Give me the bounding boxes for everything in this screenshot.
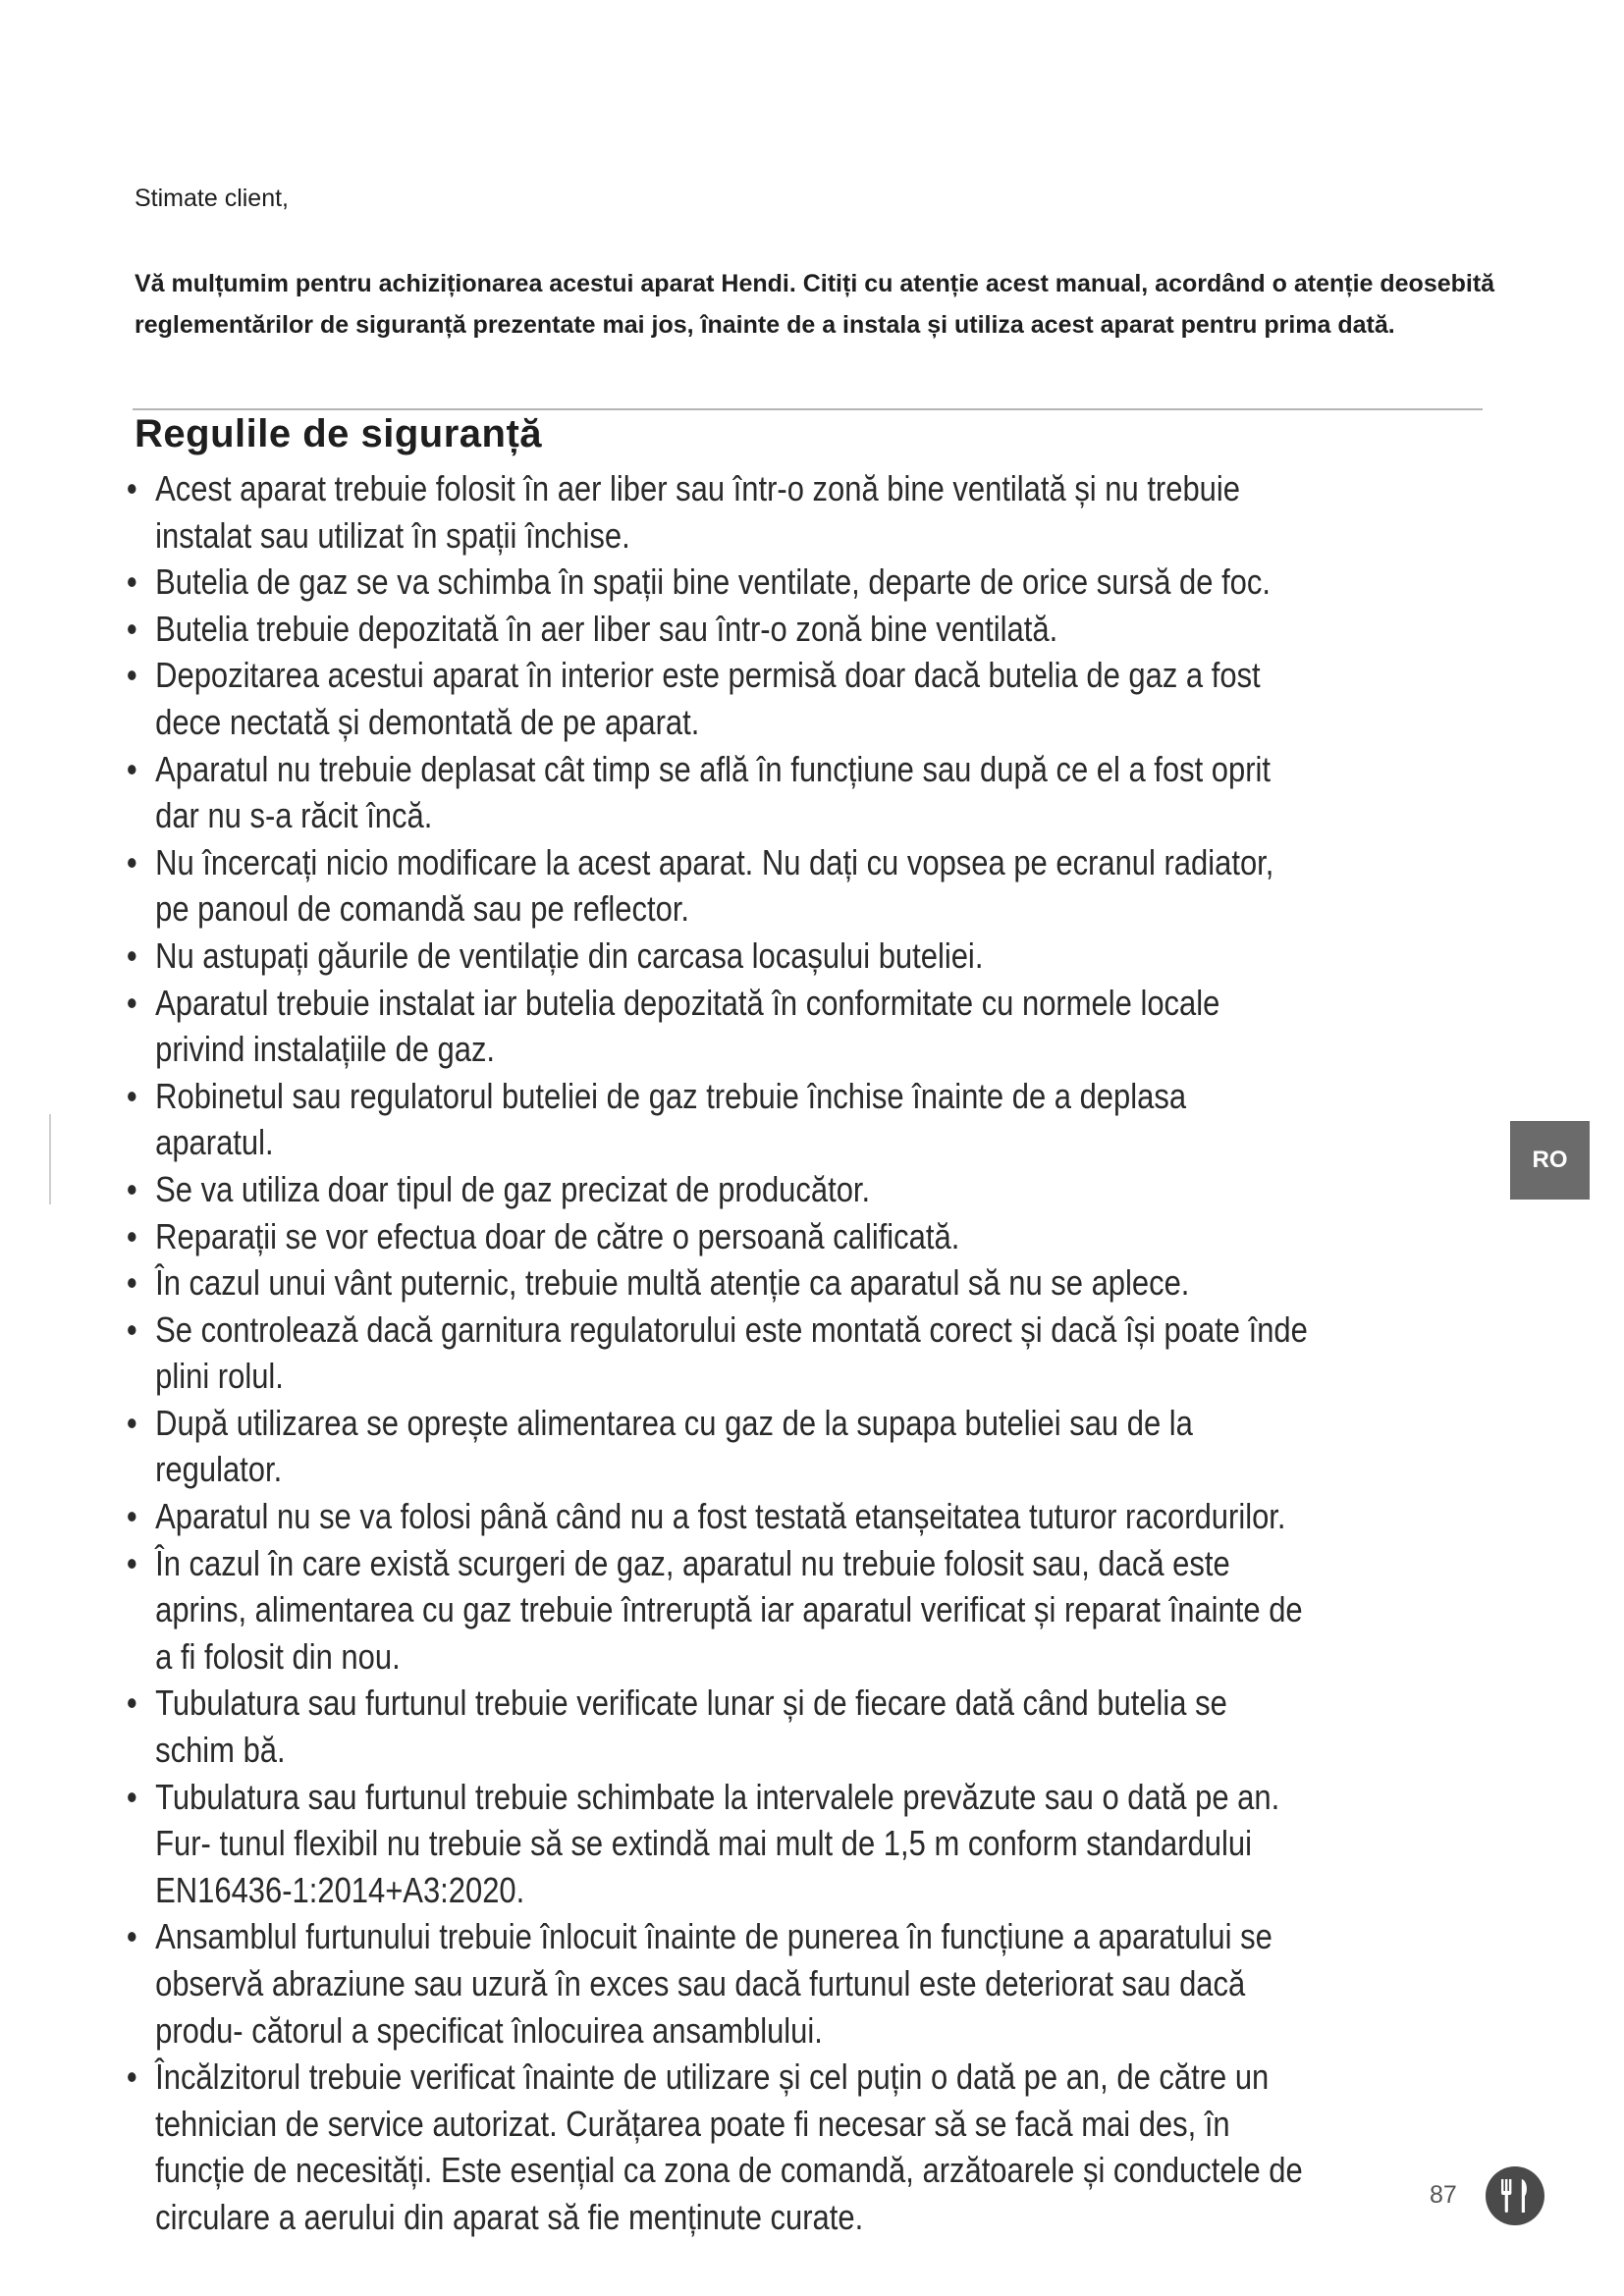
divider	[133, 408, 1483, 410]
intro-paragraph: Vă mulțumim pentru achiziționarea acestui aparat Hendi. Citiți cu atenție acest manual, acordând o atenție deosebită reglementărilor de siguranță prezentate mai jos, înainte de a instala și utiliza acest aparat pentru prima dată.	[135, 270, 1495, 339]
list-item: • Ansamblul furtunului trebuie înlocuit înainte de punerea în funcțiune a aparatului se observă abraziune sau uzură în exces sau dacă furtunul este deteriorat sau dacă produ- cătorul a specificat înlocuirea ansamblului.	[120, 1913, 1311, 2054]
list-item: • Încălzitorul trebuie verificat înainte de utilizare și cel puțin o dată pe an, de către un tehnician de service autorizat. Curățarea poate fi necesar să se facă mai des, în funcție de necesități. Este esențial ca zona de comandă, arzătoarele și conductele de circulare a aerului din aparat să fie menținute curate.	[120, 2054, 1311, 2240]
section-title: Regulile de siguranță	[135, 412, 543, 455]
margin-line	[49, 1114, 51, 1204]
list-item: • Acest aparat trebuie folosit în aer liber sau într-o zonă bine ventilată și nu trebuie instalat sau utilizat în spații închise.	[120, 465, 1311, 559]
language-tab: RO	[1510, 1121, 1590, 1200]
list-item: • Robinetul sau regulatorul buteliei de gaz trebuie închise înainte de a deplasa aparatul.	[120, 1073, 1311, 1166]
list-item: • În cazul unui vânt puternic, trebuie multă atenție ca aparatul să nu se aplece.	[120, 1259, 1311, 1307]
list-item: • Aparatul trebuie instalat iar butelia depozitată în conformitate cu normele locale privind instalațiile de gaz.	[120, 980, 1311, 1073]
page-number: 87	[1430, 2181, 1457, 2209]
list-item: • Reparații se vor efectua doar de către o persoană calificată.	[120, 1213, 1311, 1260]
list-item: • Butelia de gaz se va schimba în spații bine ventilate, departe de orice sursă de foc.	[120, 559, 1311, 606]
list-item: • Se controlează dacă garnitura regulatorului este montată corect și dacă își poate înde plini rolul.	[120, 1307, 1311, 1400]
list-item: • Se va utiliza doar tipul de gaz precizat de producător.	[120, 1166, 1311, 1213]
list-item: • Tubulatura sau furtunul trebuie verificate lunar și de fiecare dată când butelia se schim bă.	[120, 1680, 1311, 1773]
list-item: • Nu încercați nicio modificare la acest aparat. Nu dați cu vopsea pe ecranul radiator, pe panoul de comandă sau pe reflector.	[120, 839, 1311, 933]
list-item: • Butelia trebuie depozitată în aer liber sau într-o zonă bine ventilată.	[120, 606, 1311, 653]
list-item: • Nu astupați găurile de ventilație din carcasa locașului buteliei.	[120, 933, 1311, 980]
list-item: • După utilizarea se oprește alimentarea cu gaz de la supapa buteliei sau de la regulator.	[120, 1400, 1311, 1493]
list-item: • Aparatul nu se va folosi până când nu a fost testată etanșeitatea tuturor racordurilor.	[120, 1493, 1311, 1540]
list-item: • Depozitarea acestui aparat în interior este permisă doar dacă butelia de gaz a fost dece nectată și demontată de pe aparat.	[120, 652, 1311, 745]
list-item: • În cazul în care există scurgeri de gaz, aparatul nu trebuie folosit sau, dacă este aprins, alimentarea cu gaz trebuie întreruptă iar aparatul verificat și reparat înainte de a fi folosit din nou.	[120, 1540, 1311, 1681]
cutlery-icon	[1485, 2165, 1545, 2226]
list-item: • Aparatul nu trebuie deplasat cât timp se află în funcțiune sau după ce el a fost oprit dar nu s-a răcit încă.	[120, 746, 1311, 839]
list-item: • Tubulatura sau furtunul trebuie schimbate la intervalele prevăzute sau o dată pe an. Fur- tunul flexibil nu trebuie să se extindă mai mult de 1,5 m conform standardului EN16436-1:2014+A3:2020.	[120, 1774, 1311, 1914]
greeting: Stimate client,	[135, 185, 290, 212]
safety-rules-list	[120, 465, 1311, 2241]
